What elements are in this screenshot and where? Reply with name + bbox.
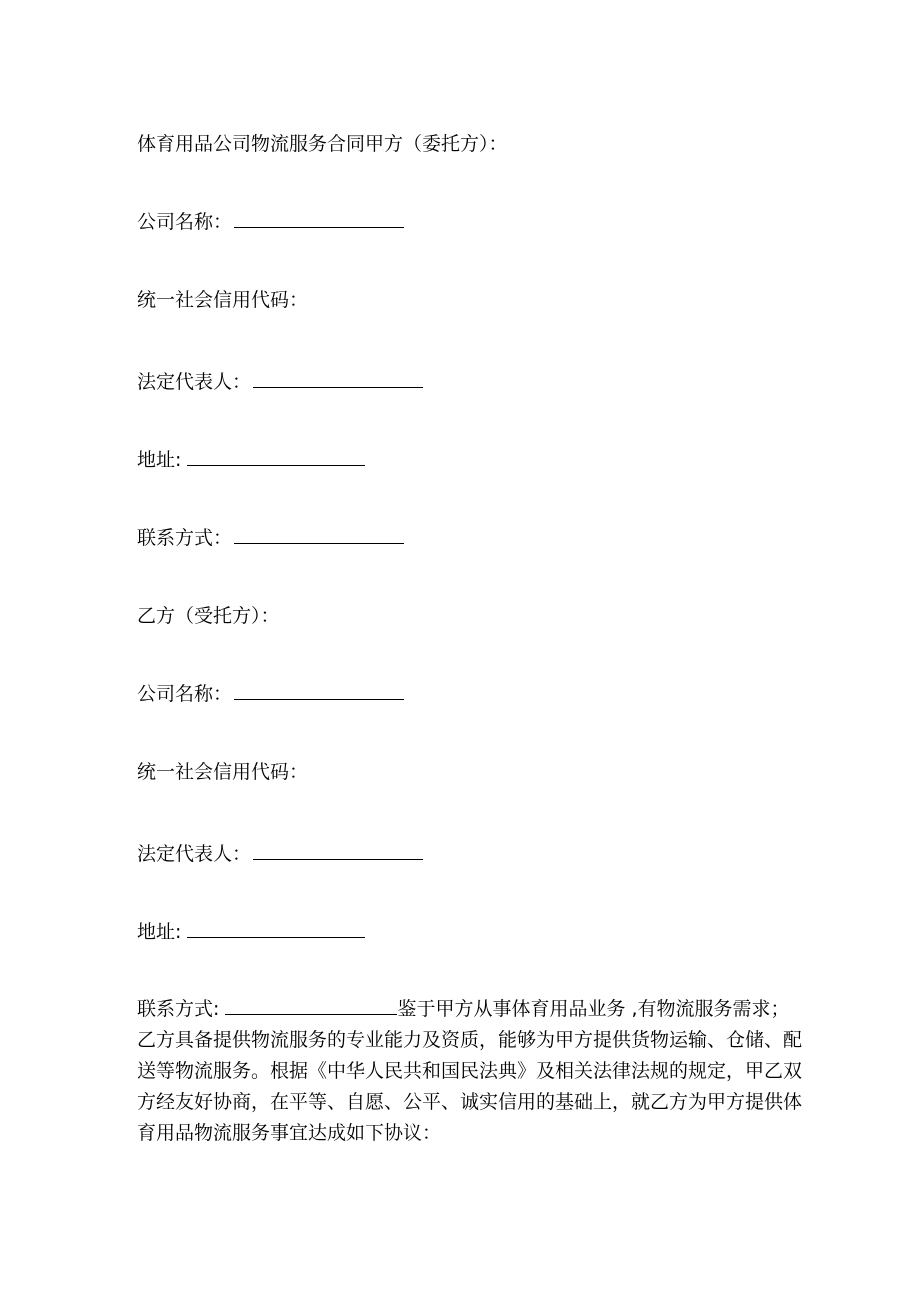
party-a-legal-rep-blank — [253, 371, 423, 388]
preamble-text: 鉴于甲方从事体育用品业务 ,有物流服务需求；乙方具备提供物流服务的专业能力及资质，能够为甲方提供货物运输、仓储、配送等物流服务。根据《中华人民共和国民法典》及相关法律法规的规定，甲乙双方经友好协商，在平等、自愿、公平、诚实信用的基础上，就乙方为甲方提供体育用品物流服务事宜达成如下协议： — [137, 998, 803, 1144]
party-a-legal-rep-row — [137, 370, 423, 394]
party-b-company-name-row — [137, 682, 404, 706]
party-a-credit-code-label: 统一社会信用代码： — [137, 289, 309, 311]
party-a-company-name-label: 公司名称： — [137, 211, 233, 233]
party-b-credit-code-row — [137, 760, 308, 784]
party-b-credit-code-label: 统一社会信用代码： — [137, 761, 309, 783]
party-b-company-name-label: 公司名称： — [137, 683, 233, 705]
party-b-address-row — [137, 920, 365, 944]
party-a-contact-label: 联系方式： — [137, 527, 233, 549]
preamble-paragraph — [137, 994, 805, 1149]
party-a-contact-blank — [234, 527, 404, 544]
party-b-heading: 乙方（受托方）： — [137, 605, 280, 627]
party-b-legal-rep-blank — [253, 843, 423, 860]
contract-title-line — [137, 132, 508, 156]
party-b-address-label: 地址: — [137, 921, 182, 943]
party-a-company-name-row — [137, 210, 404, 234]
party-b-contact-blank — [225, 998, 397, 1015]
party-b-contact-label: 联系方式: — [137, 998, 226, 1020]
party-b-company-name-blank — [234, 683, 404, 700]
party-a-company-name-blank — [234, 211, 404, 228]
contract-title: 体育用品公司物流服务合同甲方（委托方）： — [137, 133, 508, 155]
party-b-heading-row — [137, 604, 280, 628]
party-a-address-label: 地址: — [137, 449, 182, 471]
party-a-legal-rep-label: 法定代表人： — [137, 371, 252, 393]
party-a-address-row — [137, 448, 365, 472]
party-b-legal-rep-label: 法定代表人： — [137, 843, 252, 865]
party-a-address-blank — [187, 449, 365, 466]
party-b-legal-rep-row — [137, 842, 423, 866]
party-a-credit-code-row — [137, 288, 308, 312]
party-a-contact-row — [137, 526, 404, 550]
party-b-address-blank — [187, 921, 365, 938]
